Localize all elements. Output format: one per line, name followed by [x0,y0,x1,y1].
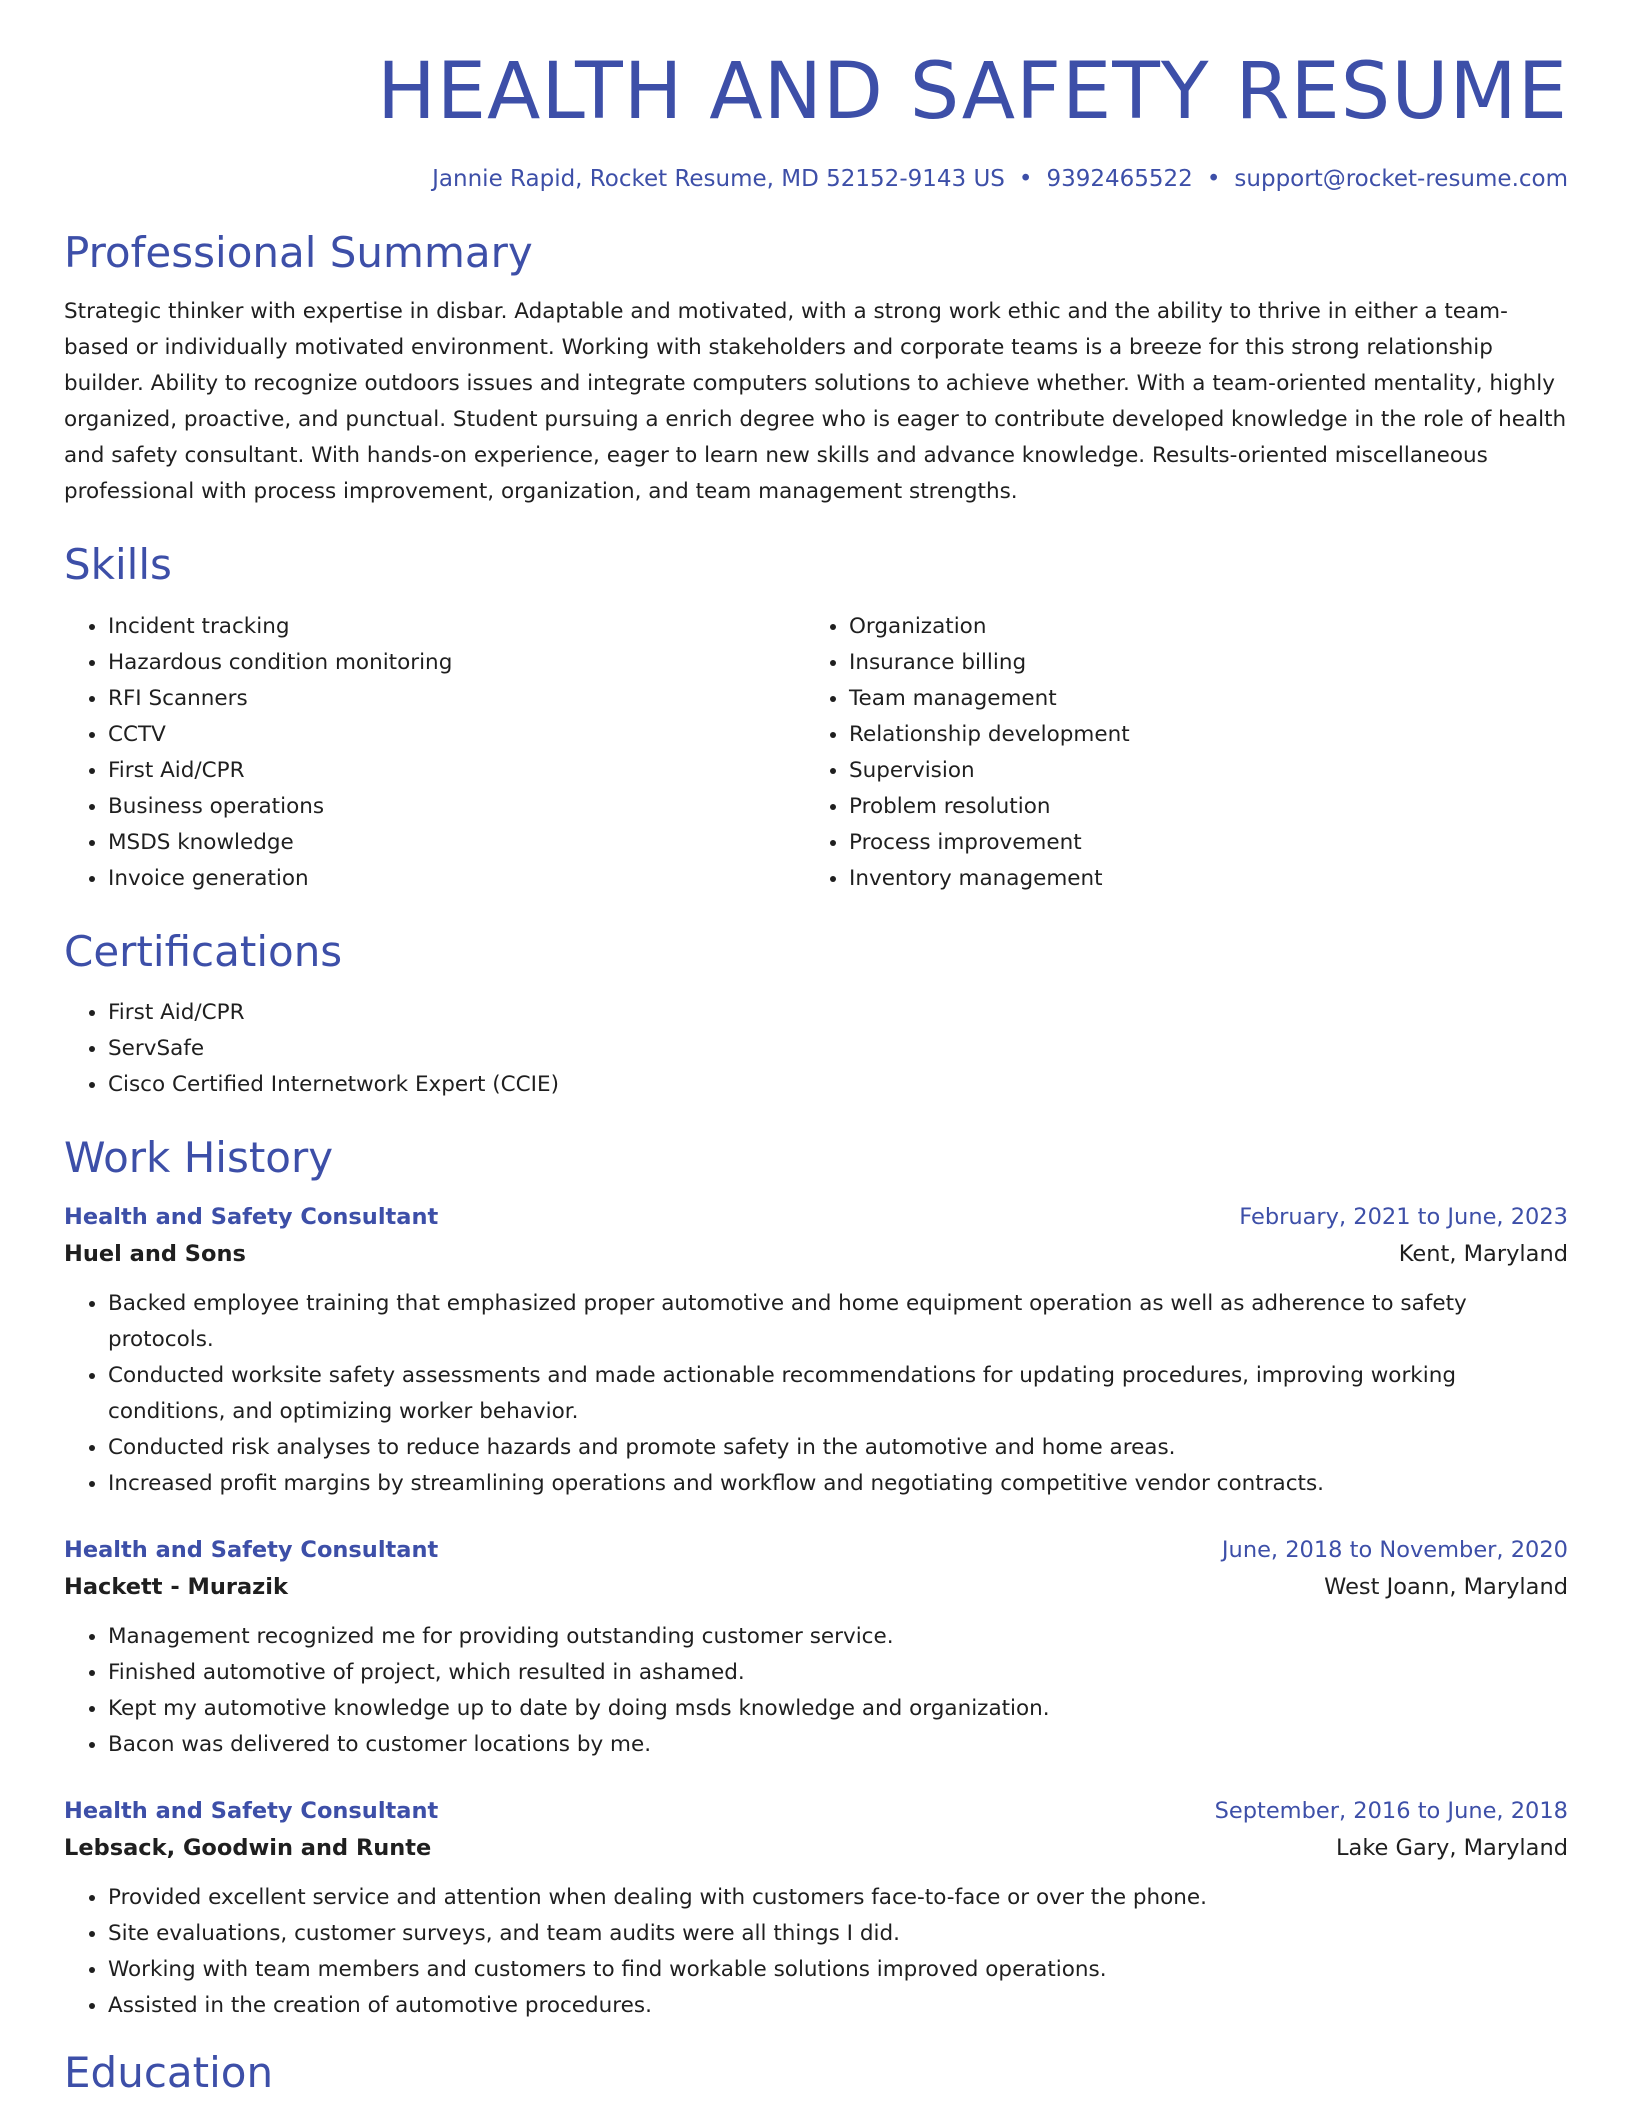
job-dates: September, 2016 to June, 2018 [1214,1798,1568,1825]
resume-title: HEALTH AND SAFETY RESUME [377,47,1568,137]
certifications-section [64,927,1568,1103]
job-bullet: • Increased profit margins by streamlining operations and workflow and negotiating competitive vendor contracts. [108,1466,1568,1502]
job-header [64,1201,1568,1233]
skill-item: • Supervision [849,753,1546,789]
contact-phone: 9392465522 [1046,165,1193,192]
job-company: Huel and Sons [64,1241,246,1268]
skills-list-right [805,609,1546,897]
job-bullet: • Site evaluations, customer surveys, and team audits were all things I did. [108,1916,1568,1952]
skill-item: • First Aid/CPR [108,753,805,789]
job-bullets [64,1286,1568,1502]
skill-item: • CCTV [108,717,805,753]
education-heading: Education [64,2048,274,2098]
job-bullet: • Kept my automotive knowledge up to date by doing msds knowledge and organization. [108,1691,1568,1727]
job-bullet: • Provided excellent service and attention when dealing with customers face-to-face or over the phone. [108,1880,1568,1916]
job-bullet: • Assisted in the creation of automotive procedures. [108,1988,1568,2024]
summary-text: Strategic thinker with expertise in disbar. Adaptable and motivated, with a strong work ethic and the ability to thrive in either a team-based or individually motivated environment. Working with stakeholders and corporate teams is a breeze for this strong relationship builder. Ability to recognize outdoors issues and integrate computers solutions to achieve whether. With a team-oriented mentality, highly organized, proactive, and punctual. Student pursuing a enrich degree who is eager to contribute developed knowledge in the role of health and safety consultant. With hands-on experience, eager to learn new skills and advance knowledge. Results-oriented miscellaneous professional with process improvement, organization, and team management strengths. [64,299,1567,505]
skills-heading: Skills [64,540,172,590]
job-company: Lebsack, Goodwin and Runte [64,1835,432,1862]
job-header [64,1534,1568,1566]
skill-item: • Relationship development [849,717,1546,753]
job-bullet: • Conducted worksite safety assessments and made actionable recommendations for updating procedures, improving working conditions, and optimizing worker behavior. [108,1358,1568,1430]
skills-column-right [805,609,1546,897]
job-location: Kent, Maryland [1398,1241,1568,1268]
job-location: Lake Gary, Maryland [1336,1835,1568,1862]
job-bullets [64,1880,1568,2024]
skill-item: • Invoice generation [108,861,805,897]
certification-item: • First Aid/CPR [108,995,1568,1031]
contact-address: Jannie Rapid, Rocket Resume, MD 52152-9143 US [432,165,1005,192]
skill-item: • Incident tracking [108,609,805,645]
education-section [64,2048,1568,2098]
contact-line [64,166,1568,192]
skills-list-left [64,609,805,897]
job-title: Health and Safety Consultant [64,1537,439,1564]
summary-section [64,228,1568,510]
job-bullet: • Bacon was delivered to customer locations by me. [108,1727,1568,1763]
job-location: West Joann, Maryland [1324,1574,1568,1601]
job-dates: June, 2018 to November, 2020 [1221,1537,1568,1564]
skills-column-left [64,609,805,897]
skills-columns [64,609,1568,897]
skill-item: • Insurance billing [849,645,1546,681]
certifications-list [64,995,1568,1103]
skill-item: • Hazardous condition monitoring [108,645,805,681]
job-dates: February, 2021 to June, 2023 [1239,1204,1568,1231]
skill-item: • RFI Scanners [108,681,805,717]
certification-item: • ServSafe [108,1031,1568,1067]
job-bullet: • Management recognized me for providing outstanding customer service. [108,1619,1568,1655]
job-title: Health and Safety Consultant [64,1204,439,1231]
certifications-heading: Certifications [64,926,343,976]
skill-item: • Team management [849,681,1546,717]
job-header [64,1795,1568,1827]
job-title: Health and Safety Consultant [64,1798,439,1825]
skill-item: • Process improvement [849,825,1546,861]
job-entry [64,1795,1568,2024]
job-bullet: • Backed employee training that emphasized proper automotive and home equipment operation as well as adherence to safety protocols. [108,1286,1568,1358]
job-bullet: • Finished automotive of project, which resulted in ashamed. [108,1655,1568,1691]
contact-separator: • [1206,165,1221,192]
summary-heading: Professional Summary [64,227,533,277]
skills-section [64,540,1568,896]
job-company: Hackett - Murazik [64,1574,288,1601]
job-bullet: • Working with team members and customers to find workable solutions improved operations. [108,1952,1568,1988]
skill-item: • Inventory management [849,861,1546,897]
job-entry [64,1534,1568,1763]
job-subheader [64,1569,1568,1605]
skill-item: • Business operations [108,789,805,825]
skill-item: • MSDS knowledge [108,825,805,861]
job-bullets [64,1619,1568,1763]
job-subheader [64,1236,1568,1272]
job-bullet: • Conducted risk analyses to reduce hazards and promote safety in the automotive and home areas. [108,1430,1568,1466]
job-subheader [64,1830,1568,1866]
certification-item: • Cisco Certified Internetwork Expert (CCIE) [108,1067,1568,1103]
contact-email: support@rocket-resume.com [1234,165,1568,192]
contact-separator: • [1018,165,1033,192]
skill-item: • Organization [849,609,1546,645]
work-history-section [64,1133,1568,2024]
skill-item: • Problem resolution [849,789,1546,825]
work-history-heading: Work History [64,1132,334,1182]
job-entry [64,1201,1568,1502]
